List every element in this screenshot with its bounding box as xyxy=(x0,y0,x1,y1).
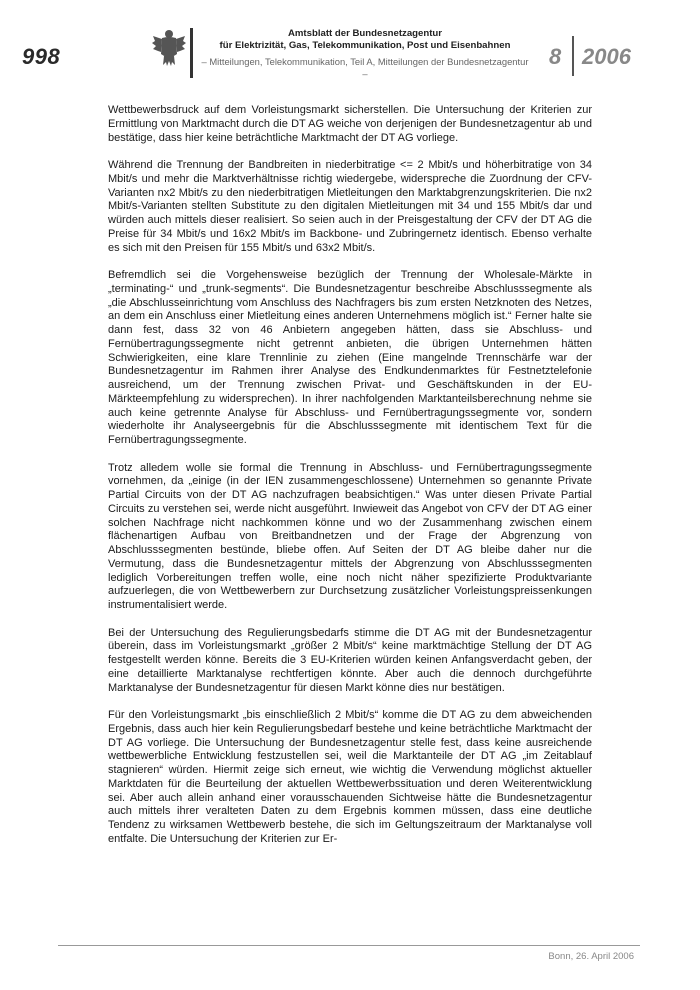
paragraph: Für den Vorleistungsmarkt „bis einschließlich 2 Mbit/s“ komme die DT AG zu dem abweichenden Ergebnis, dass auch hier kein Regulierungsbedarf bestehe und keine beträchtliche Marktmacht der DT AG vorliege. Die Untersuchung der Bundesnetzagentur stelle fest, dass keine ausreichende wettbewerbliche Entwicklung festzustellen sei, weil die Marktanteile der DT AG „im Zeitablauf stagnieren“ würden. Hiermit zeige sich erneut, wie wichtig die Verwendung möglichst aktueller Marktdaten für die Beurteilung der aktuellen Wettbewerbssituation und deren Weiterentwicklung sei. Aber auch allein anhand einer vorausschauenden Sichtweise hätte die Bundesnetzagentur auch mittels ihrer veralteten Daten zu dem Ergebnis kommen müssen, dass eine deutliche Tendenz zu wirksamen Wettbewerb bestehe, die sich im Geltungszeitraum der Marktanalyse voll entfalte. Die Untersuchung der Kriterien zur Er- xyxy=(108,709,592,845)
paragraph: Befremdlich sei die Vorgehensweise bezüglich der Trennung der Wholesale-Märkte in „terminating-“ und „trunk-segments“. Die Bundesnetzagentur beschreibe Abschlusssegmente als „die Abschlusseinrichtung vom Anschluss des Nachfragers bis zum ersten Netzknoten des Netzes, an dem ein Anschluss einer Mietleitung eines anderen Unternehmens möglich ist.“ Ferner halte sie dann fest, dass 32 von 46 Anbietern angegeben hätten, dass sie Abschluss- und Fernübertragungssegmente nicht getrennt anbieten, die übrigen Unternehmen hätten Schwierigkeiten, eine klare Trennlinie zu ziehen (Eine mangelnde Trennschärfe war der Bundesnetzagentur im Rahmen ihrer Analyse des Endkundenmarktes für Festnetztelefonie ausreichend, um der Trennung zwischen Privat- und Geschäftskunden in der EU-Märkteempfehlung zu widersprechen). In ihrer nachfolgenden Marktanteilsberechnung nehme sie auch keine getrennte Analyse für Abschluss- und Fernübertragungssegmente vor, sondern wiederholte ihr Analyseergebnis für die Abschlusssegmente mit identischem Text für die Fernübertragungssegmente. xyxy=(108,269,592,446)
publication-title-line2: für Elektrizität, Gas, Telekommunikation, Post und Eisenbahnen xyxy=(219,40,511,51)
footer-date: Bonn, 26. April 2006 xyxy=(548,951,634,962)
footer-divider xyxy=(58,945,640,946)
issue-number: 8 xyxy=(549,44,562,69)
paragraph: Trotz alledem wolle sie formal die Trennung in Abschluss- und Fernübertragungssegmente vornehmen, da „einige (in der IEN zusammengeschlossene) Unternehmen so genannte Private Partial Circuits von der DT AG nachzufragen beabsichtigen.“ Was unter diesen Private Partial Circuits zu verstehen sei, werde nicht ausgeführt. Inwieweit das Angebot von CFV der DT AG einer solchen Nachfrage nicht nachkommen könne und wo der Zusammenhang zwischen einem flächenartigen Aufbau von Breitbandnetzen und der Frage der Abgrenzung von Abschlusssegmenten bestünde, bliebe offen. Auf Seiten der DT AG bleibe daher nur die Vermutung, dass die Bundesnetzagentur mittels der Abgrenzung von Abschlusssegmenten lediglich Vorbereitungen treffen wolle, eine noch nicht näher spezifizierte Produktvariante aufzuerlegen, die von Wettbewerbern zur Durchsetzung zusätzlicher Vorleistungspreissenkungen instrumentalisiert werde. xyxy=(108,461,592,611)
body-text xyxy=(108,104,592,860)
publication-title-line1: Amtsblatt der Bundesnetzagentur xyxy=(287,28,443,39)
publication-title xyxy=(200,28,530,52)
issue-divider xyxy=(572,36,574,76)
paragraph: Wettbewerbsdruck auf dem Vorleistungsmarkt sicherstellen. Die Untersuchung der Kriterien zur Ermittlung von Marktmacht durch die DT AG weiche von derjenigen der Bundesnetzagentur ab und bestätige, dass hier keine beträchtliche Marktmacht der DT AG vorliege. xyxy=(108,104,592,144)
publication-subtitle: – Mitteilungen, Telekommunikation, Teil A, Mitteilungen der Bundesnetzagentur – xyxy=(201,56,529,79)
federal-eagle-icon xyxy=(152,28,186,68)
paragraph: Bei der Untersuchung des Regulierungsbedarfs stimme die DT AG mit der Bundesnetzagentur überein, dass im Vorleistungsmarkt „größer 2 Mbit/s“ keine marktmächtige Stellung der DT AG festgestellt werden könne. Bereits die 3 EU-Kriterien würden keinen Anfangsverdacht geben, der eine detaillierte Marktanalyse rechtfertigen könnte. Aber auch die dennoch durchgeführte Marktanalyse der Bundesnetzagentur für diesen Markt könne dies nur bestätigen. xyxy=(108,626,592,694)
issue-year: 2006 xyxy=(582,44,631,69)
paragraph: Während die Trennung der Bandbreiten in niederbitratige <= 2 Mbit/s und höherbitratige von 34 Mbit/s und mehr die Marktverhältnisse richtig wiedergebe, widerspreche die Zuordnung der CFV-Varianten nx2 Mbit/s zu den niederbitratigen Mietleitungen den Marktabgrenzungskriterien. Die nx2 Mbit/s-Varianten stellten Substitute zu den digitalen Mietleitungen mit 34 und 155 Mbit/s dar und würden auch mittels dieser realisiert. So seien auch in der Preisgestaltung der CFV der DT AG die Preise für 34 Mbit/s und 16x2 Mbit/s im Backbone- und Zubringernetz identisch. Ebenso verhalte es sich mit den Preisen für 155 Mbit/s und 63x2 Mbit/s. xyxy=(108,159,592,254)
page-number: 998 xyxy=(22,44,61,69)
header-divider xyxy=(190,28,193,78)
